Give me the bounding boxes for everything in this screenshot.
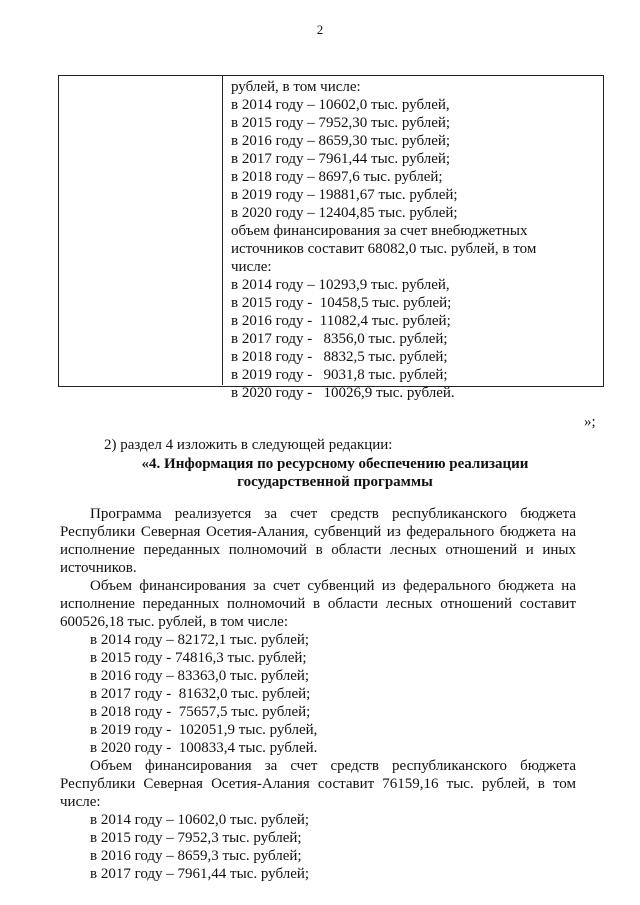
paragraph-3: Объем финансирования за счет средств республиканского бюджета Республики Северная Осетия-Алания составит 76159,16 тыс. рублей, в том числе: bbox=[60, 758, 576, 810]
closing-quote: »; bbox=[584, 414, 596, 430]
table-line: в 2020 году – 12404,85 тыс. рублей; bbox=[231, 205, 458, 221]
list-item: в 2019 году - 102051,9 тыс. рублей, bbox=[90, 722, 318, 738]
section-title-line: государственной программы bbox=[237, 474, 433, 490]
section-title-line: «4. Информация по ресурсному обеспечению реализации bbox=[141, 456, 529, 472]
table-line: в 2019 году – 19881,67 тыс. рублей; bbox=[231, 187, 458, 203]
list-item: в 2014 году – 10602,0 тыс. рублей; bbox=[90, 812, 310, 828]
body-section bbox=[60, 505, 576, 883]
table-line: в 2019 году - 9031,8 тыс. рублей; bbox=[231, 367, 448, 383]
table-line: в 2015 году – 7952,30 тыс. рублей; bbox=[231, 115, 451, 131]
table-line: в 2016 году – 8659,30 тыс. рублей; bbox=[231, 133, 451, 149]
table-line: в 2014 году – 10602,0 тыс. рублей, bbox=[231, 97, 450, 113]
table-line: в 2016 году - 11082,4 тыс. рублей; bbox=[231, 313, 451, 329]
list-item: в 2020 году - 100833,4 тыс. рублей. bbox=[90, 740, 318, 756]
table-right-cell bbox=[231, 78, 596, 402]
table-line: в 2014 году – 10293,9 тыс. рублей, bbox=[231, 277, 450, 293]
table-line: в 2017 году - 8356,0 тыс. рублей; bbox=[231, 331, 448, 347]
table-line: объем финансирования за счет внебюджетных bbox=[231, 223, 528, 239]
table-line: в 2015 году - 10458,5 тыс. рублей; bbox=[231, 295, 452, 311]
section-title bbox=[120, 455, 550, 491]
paragraph-2: Объем финансирования за счет субвенций из федерального бюджета на исполнение переданных полномочий в области лесных отношений составит 600526,18 тыс. рублей, в том числе: bbox=[60, 578, 576, 630]
list-item: в 2016 году – 8659,3 тыс. рублей; bbox=[90, 848, 302, 864]
table-line: в 2018 году - 8832,5 тыс. рублей; bbox=[231, 349, 448, 365]
list-item: в 2016 году – 83363,0 тыс. рублей; bbox=[90, 668, 310, 684]
table-line: в 2018 году – 8697,6 тыс. рублей; bbox=[231, 169, 443, 185]
list-item: в 2015 году – 7952,3 тыс. рублей; bbox=[90, 830, 302, 846]
paragraph-1: Программа реализуется за счет средств республиканского бюджета Республики Северная Осетия-Алания, субвенций из федерального бюджета на исполнение переданных полномочий в области лесных отношений и иных источников. bbox=[60, 506, 576, 576]
section-intro: 2) раздел 4 изложить в следующей редакции: bbox=[104, 437, 393, 453]
table-line: источников составит 68082,0 тыс. рублей, в том bbox=[231, 241, 537, 257]
list-item: в 2014 году – 82172,1 тыс. рублей; bbox=[90, 632, 310, 648]
federal-funding-list bbox=[60, 631, 576, 757]
list-item: в 2017 году – 7961,44 тыс. рублей; bbox=[90, 866, 310, 882]
list-item: в 2017 году - 81632,0 тыс. рублей; bbox=[90, 686, 311, 702]
list-item: в 2018 году - 75657,5 тыс. рублей; bbox=[90, 704, 311, 720]
table-line: в 2017 году – 7961,44 тыс. рублей; bbox=[231, 151, 451, 167]
table-line: в 2020 году - 10026,9 тыс. рублей. bbox=[231, 385, 455, 401]
table-line: числе: bbox=[231, 259, 272, 275]
republic-funding-list bbox=[60, 811, 576, 883]
table-column-divider bbox=[222, 75, 223, 385]
list-item: в 2015 году - 74816,3 тыс. рублей; bbox=[90, 650, 307, 666]
table-line: рублей, в том числе: bbox=[231, 79, 361, 95]
page-number: 2 bbox=[316, 22, 324, 37]
